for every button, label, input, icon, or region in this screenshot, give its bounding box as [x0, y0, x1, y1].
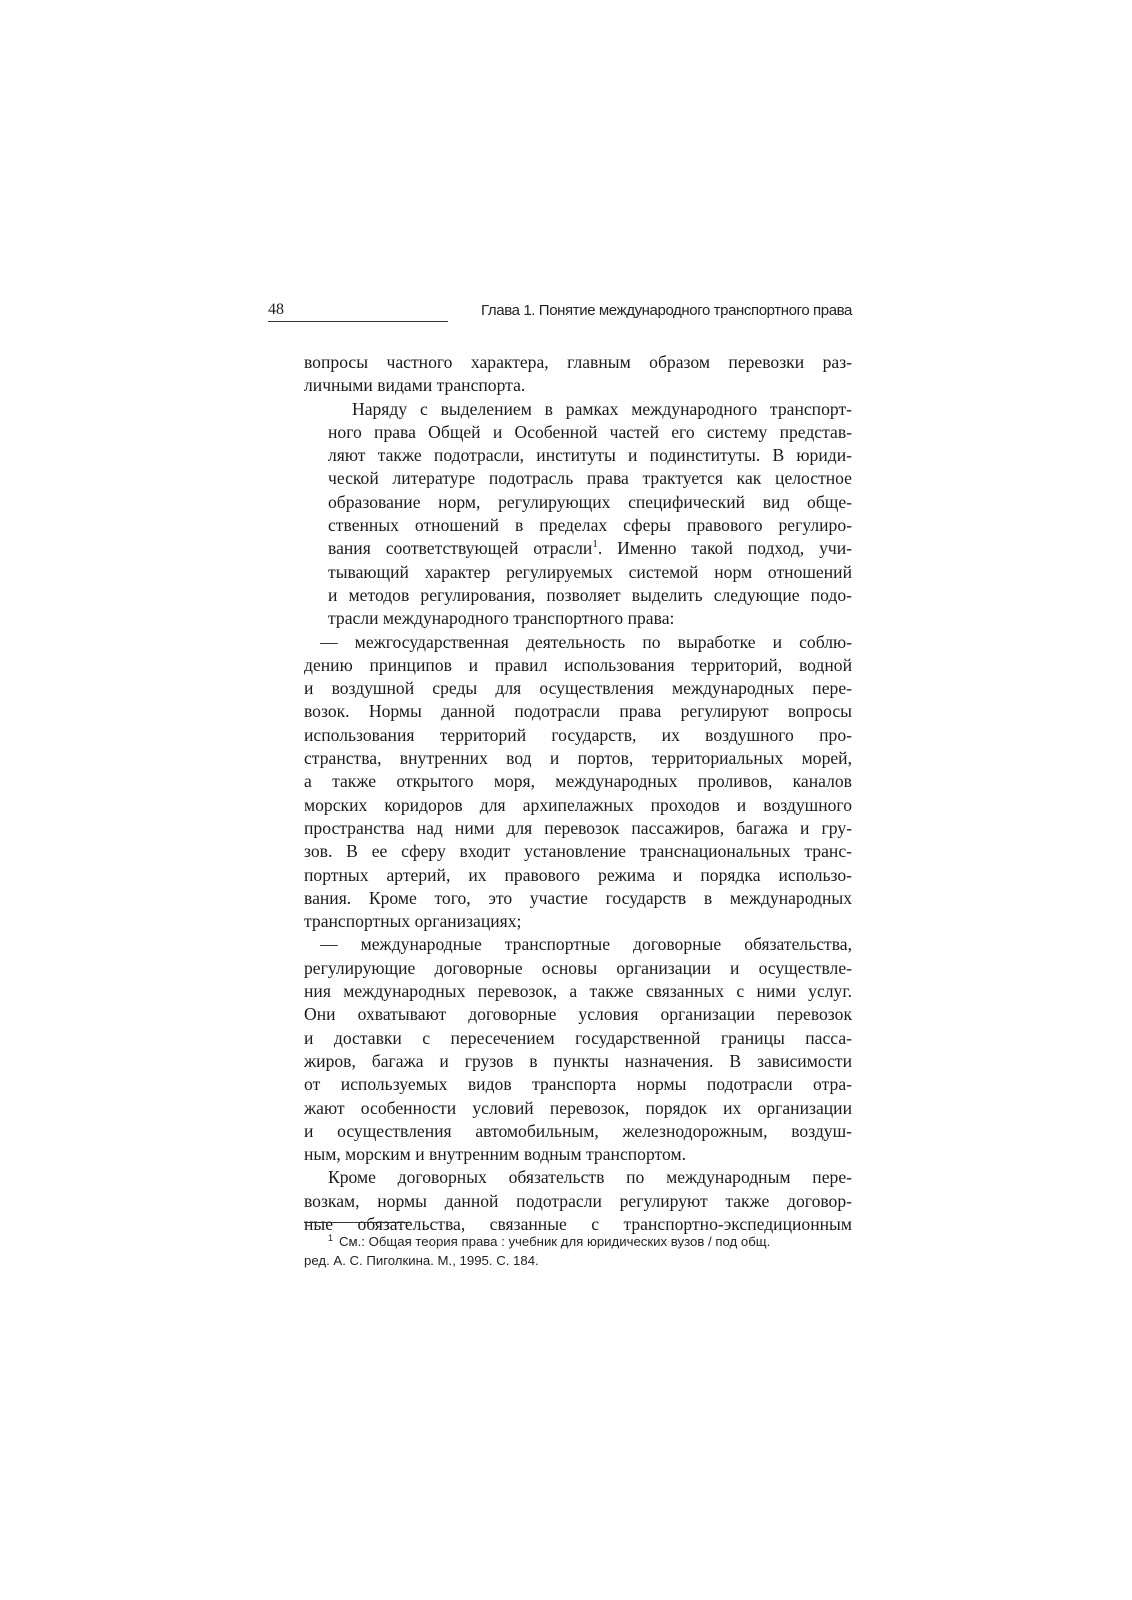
text-line: ния международных перевозок, а также связанных с ними услуг. [304, 981, 852, 1002]
text-line: вания. Кроме того, это участие государств в международных [304, 887, 852, 908]
footnote-rule [304, 1222, 410, 1223]
text-line: личными видами транспорта. [304, 375, 526, 396]
text-line: от используемых видов транспорта нормы подотрасли отра- [304, 1074, 852, 1095]
text-line: Кроме договорных обязательств по международным пере- [328, 1167, 852, 1188]
text-line: пространства над ними для перевозок пассажиров, багажа и гру- [304, 817, 852, 838]
text-line: трасли международного транспортного права: [328, 608, 675, 629]
page-number: 48 [268, 301, 284, 318]
text-line: ческой литературе подотрасль права трактуется как целостное [328, 468, 852, 489]
page-header [268, 301, 852, 331]
text-line: — межгосударственная деятельность по выработке и соблю- [320, 631, 852, 652]
text-line: и методов регулирования, позволяет выделить следующие подо- [328, 584, 852, 605]
text-line: регулирующие договорные основы организации и осуществле- [304, 957, 852, 978]
text-line: морских коридоров для архипелажных проходов и воздушного [304, 794, 852, 815]
text-line: возок. Нормы данной подотрасли права регулируют вопросы [304, 701, 852, 722]
text-line: Они охватывают договорные условия организации перевозок [304, 1004, 852, 1025]
text-line: Наряду с выделением в рамках международного транспорт- [352, 398, 852, 419]
text-line: возкам, нормы данной подотрасли регулируют также договор- [304, 1190, 852, 1211]
text-line: жают особенности условий перевозок, порядок их организации [304, 1097, 852, 1118]
paragraph-5 [304, 1166, 852, 1236]
text-line-with-footnote [304, 537, 852, 560]
text-line: ного права Общей и Особенной частей его систему представ- [328, 421, 852, 442]
paragraph-4 [304, 933, 852, 1166]
text-line: ственных отношений в пределах сферы правового регулиро- [328, 515, 852, 536]
text-line: транспортных организациях; [304, 911, 522, 932]
text-line: тывающий характер регулируемых системой норм отношений [328, 561, 852, 582]
text-fragment: вания соответствующей отрасли [328, 538, 593, 559]
text-line: портных артерий, их правового режима и порядка использо- [304, 864, 852, 885]
text-line: вопросы частного характера, главным образом перевозки раз- [304, 352, 852, 372]
footnote [304, 1232, 852, 1270]
text-line: образование норм, регулирующих специфический вид обще- [328, 491, 852, 512]
footnote-reference: 1 [592, 538, 598, 551]
text-line: — международные транспортные договорные обязательства, [320, 934, 852, 955]
footnote-text: См.: Общая теория права : учебник для юридических вузов / под общ. [339, 1234, 771, 1249]
text-line: а также открытого моря, международных проливов, каналов [304, 771, 852, 792]
paragraph-2 [304, 398, 852, 631]
footnote-line [304, 1232, 852, 1251]
text-line: и доставки с пересечением государственной границы пасса- [304, 1027, 852, 1048]
footnote-line: ред. А. С. Пиголкина. М., 1995. С. 184. [304, 1253, 539, 1268]
paragraph-3 [304, 631, 852, 934]
text-line: странства, внутренних вод и портов, территориальных морей, [304, 748, 852, 769]
text-line: использования территорий государств, их воздушного про- [304, 724, 852, 745]
text-line: ным, морским и внутренним водным транспортом. [304, 1144, 686, 1165]
text-fragment: . Именно такой подход, учи- [597, 538, 852, 559]
text-line: жиров, багажа и грузов в пункты назначения. В зависимости [304, 1050, 852, 1071]
text-line: ляют также подотрасли, институты и подинституты. В юриди- [328, 445, 852, 466]
text-line: зов. В ее сферу входит установление транснациональных транс- [304, 841, 852, 862]
paragraph-1 [304, 351, 852, 398]
footnote-mark: 1 [328, 1232, 334, 1243]
text-line: дению принципов и правил использования территорий, водной [304, 654, 852, 675]
running-title: Глава 1. Понятие международного транспортного права [481, 302, 852, 319]
text-line: ные обязательства, связанные с транспортно-экспедиционным [304, 1213, 852, 1234]
header-rule [268, 321, 448, 322]
text-line: и осуществления автомобильным, железнодорожным, воздуш- [304, 1120, 852, 1141]
main-text [304, 351, 852, 1236]
text-line: и воздушной среды для осуществления международных пере- [304, 678, 852, 699]
